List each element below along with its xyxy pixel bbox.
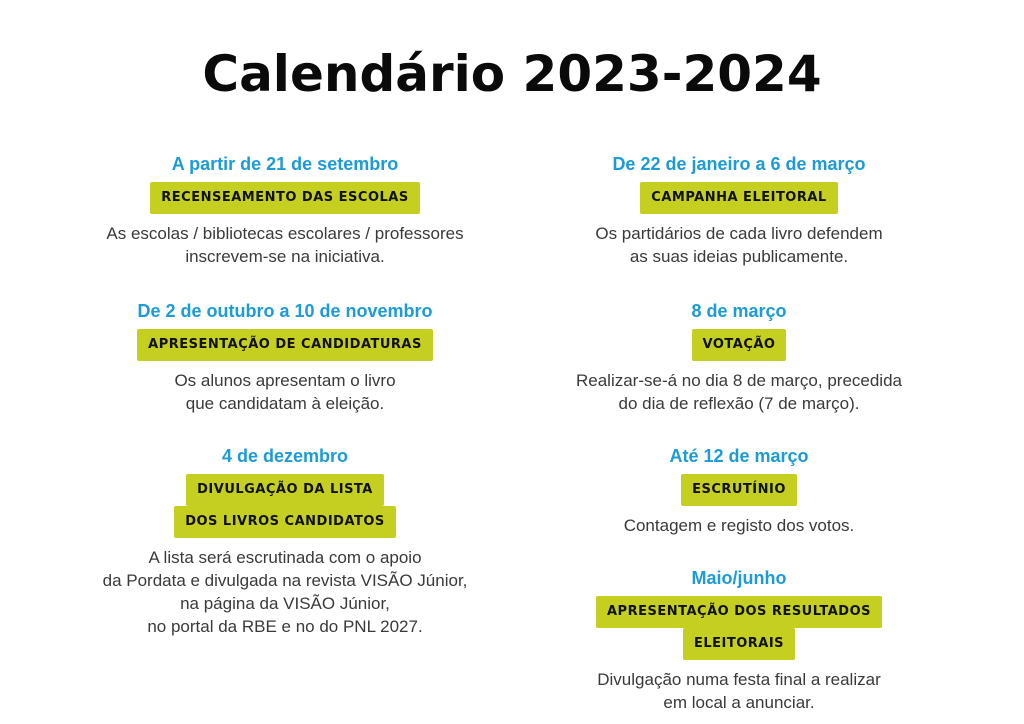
event-label-box — [519, 474, 959, 506]
event-label-box — [65, 329, 505, 361]
event-date: 8 de março — [691, 301, 787, 321]
event-date: 4 de dezembro — [221, 446, 349, 466]
event-description: A lista será escrutinada com o apoio da Pordata e divulgada na revista VISÃO Júnior, na página da VISÃO Júnior, no portal da RBE e no do PNL 2027. — [102, 548, 468, 636]
event-description: Os partidários de cada livro defendem as suas ideias publicamente. — [595, 224, 883, 266]
event-date: Maio/junho — [691, 568, 787, 588]
event-description: Realizar-se-á no dia 8 de março, precedida do dia de reflexão (7 de março). — [575, 371, 902, 413]
event-label-box — [65, 182, 505, 214]
event-label-box — [519, 596, 959, 660]
event-label-box — [519, 329, 959, 361]
event-resultados — [519, 566, 959, 714]
event-label-box — [65, 474, 505, 538]
event-recenseamento — [65, 152, 505, 268]
event-votacao — [519, 299, 959, 415]
event-divulgacao-lista — [65, 444, 505, 638]
event-date: A partir de 21 de setembro — [171, 154, 399, 174]
event-label-line-2: ELEITORAIS — [683, 628, 795, 660]
event-label-line-1: APRESENTAÇÃO DOS RESULTADOS — [596, 596, 882, 628]
event-label-line-1: DIVULGAÇÃO DA LISTA — [186, 474, 384, 506]
event-label: RECENSEAMENTO DAS ESCOLAS — [150, 182, 419, 214]
event-candidaturas — [65, 299, 505, 415]
event-campanha — [519, 152, 959, 268]
event-label: APRESENTAÇÃO DE CANDIDATURAS — [137, 329, 433, 361]
event-label: ESCRUTÍNIO — [681, 474, 797, 506]
page-title: Calendário 2023-2024 — [202, 45, 822, 103]
event-date: De 22 de janeiro a 6 de março — [612, 154, 866, 174]
event-description: As escolas / bibliotecas escolares / professores inscrevem-se na iniciativa. — [106, 224, 464, 266]
event-date: Até 12 de março — [669, 446, 809, 466]
event-description: Divulgação numa festa final a realizar em local a anunciar. — [597, 670, 881, 712]
event-label-box — [519, 182, 959, 214]
event-description: Contagem e registo dos votos. — [623, 516, 855, 535]
event-date: De 2 de outubro a 10 de novembro — [137, 301, 433, 321]
event-description: Os alunos apresentam o livro que candidatam à eleição. — [174, 371, 396, 413]
event-escrutinio — [519, 444, 959, 537]
event-label-line-2: DOS LIVROS CANDIDATOS — [174, 506, 396, 538]
event-label: VOTAÇÃO — [692, 329, 787, 361]
event-label: CAMPANHA ELEITORAL — [640, 182, 837, 214]
